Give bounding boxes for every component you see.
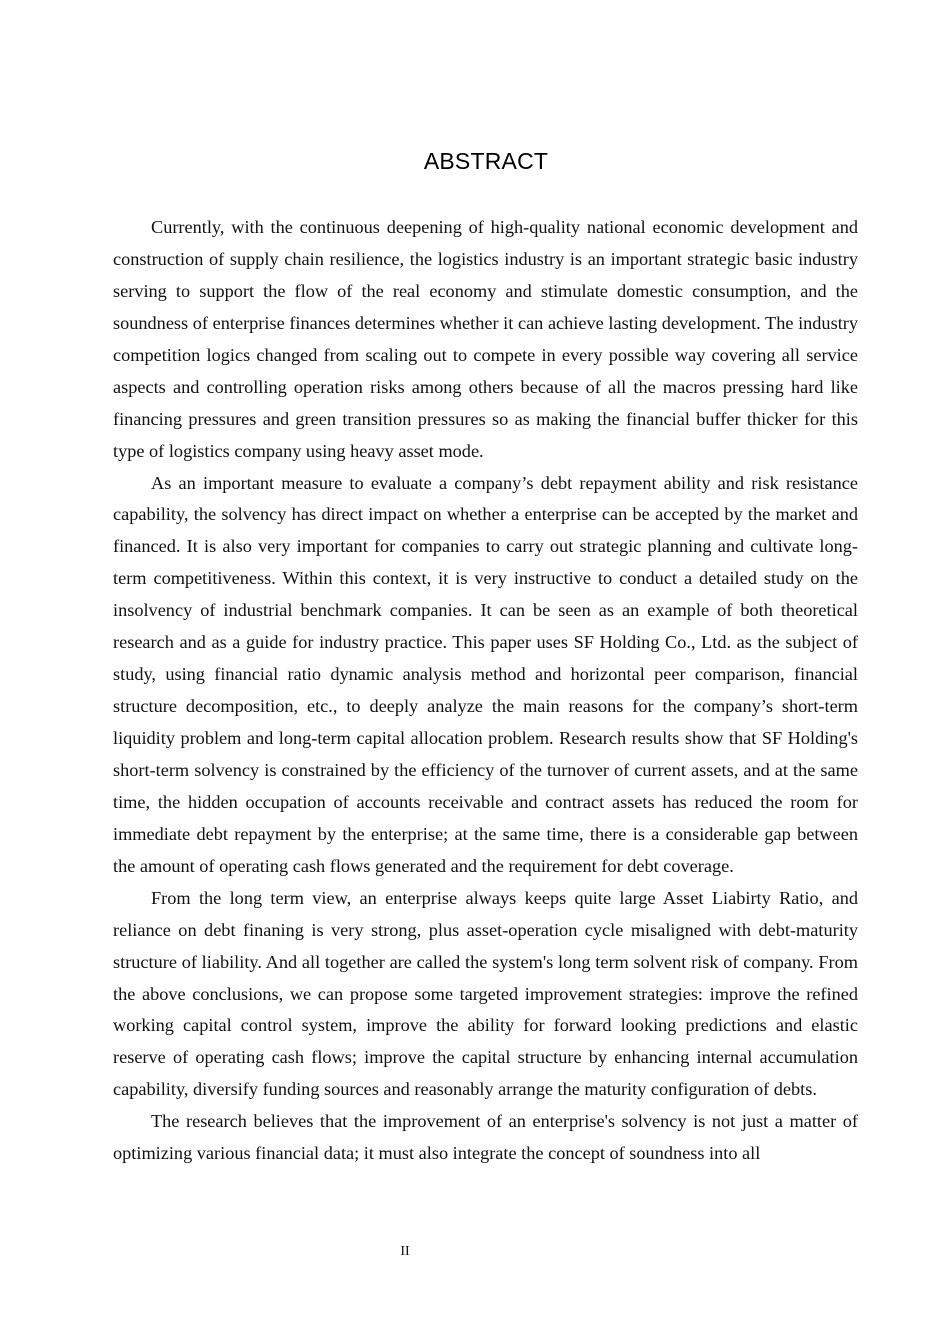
abstract-paragraph-4: The research believes that the improvement of an enterprise's solvency is not just a matter of optimizing various financial data; it must also integrate the concept of soundness into all [113,1111,858,1164]
abstract-paragraph-1: Currently, with the continuous deepening of high-quality national economic development and construction of supply chain resilience, the logistics industry is an important strategic basic industry serving to support the flow of the real economy and stimulate domestic consumption, and the soundness of enterprise finances determines whether it can achieve lasting development. The industry competition logics changed from scaling out to compete in every possible way covering all service aspects and controlling operation risks among others because of all the macros pressing hard like financing pressures and green transition pressures so as making the financial buffer thicker for this type of logistics company using heavy asset mode. [113,217,858,461]
abstract-body [113,212,858,1170]
abstract-paragraph-2: As an important measure to evaluate a company’s debt repayment ability and risk resistance capability, the solvency has direct impact on whether a enterprise can be accepted by the market and financed. It is also very important for companies to carry out strategic planning and cultivate long-term competitiveness. Within this context, it is very instructive to conduct a detailed study on the insolvency of industrial benchmark companies. It can be seen as an example of both theoretical research and as a guide for industry practice. This paper uses SF Holding Co., Ltd. as the subject of study, using financial ratio dynamic analysis method and horizontal peer comparison, financial structure decomposition, etc., to deeply analyze the main reasons for the company’s short-term liquidity problem and long-term capital allocation problem. Research results show that SF Holding's short-term solvency is constrained by the efficiency of the turnover of current assets, and at the same time, the hidden occupation of accounts receivable and contract assets has reduced the room for immediate debt repayment by the enterprise; at the same time, there is a considerable gap between the amount of operating cash flows generated and the requirement for debt coverage. [113,472,858,876]
abstract-paragraph-3: From the long term view, an enterprise always keeps quite large Asset Liabirty Ratio, and reliance on debt finaning is very strong, plus asset-operation cycle misaligned with debt-maturity structure of liability. And all together are called the system's long term solvent risk of company. From the above conclusions, we can propose some targeted improvement strategies: improve the refined working capital control system, improve the ability for forward looking predictions and elastic reserve of operating cash flows; improve the capital structure by enhancing internal accumulation capability, diversify funding sources and reasonably arrange the maturity configuration of debts. [113,887,858,1100]
abstract-title: ABSTRACT [423,148,549,174]
page-number: II [400,1244,410,1259]
